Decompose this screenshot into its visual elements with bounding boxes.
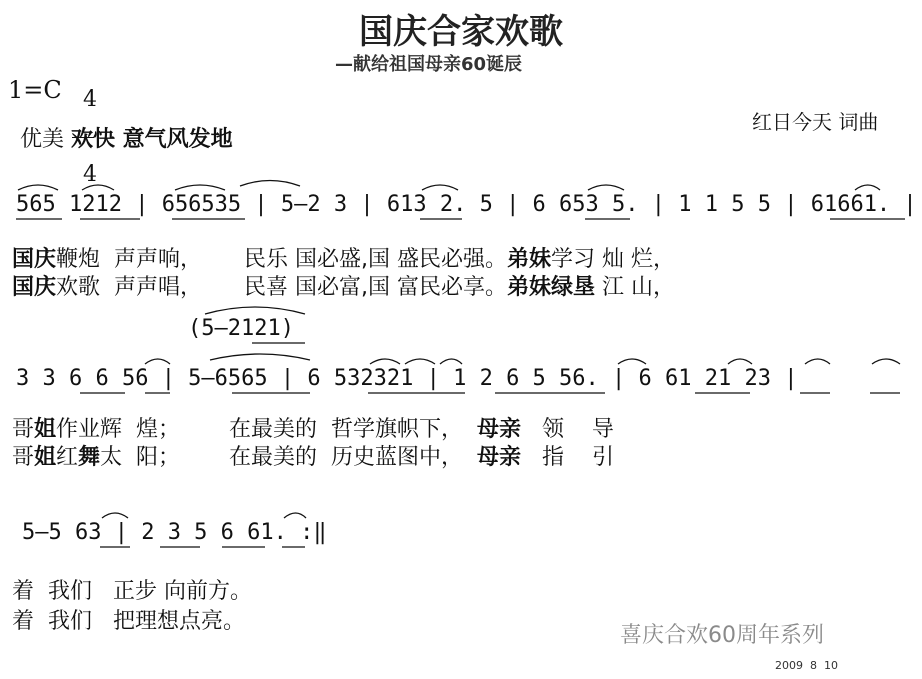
slur-arc xyxy=(210,354,310,360)
lyric-lead: 国庆 xyxy=(12,247,57,272)
lyric-body: 作业辉 煌； 在最美的 哲学旗帜下， xyxy=(56,417,477,442)
slur-arc xyxy=(175,185,225,190)
slur-arc xyxy=(240,181,300,187)
lyric-tail-bold: 弟妹绿垦 xyxy=(506,275,595,300)
lyric-tail-bold: 母亲 xyxy=(476,445,521,470)
slur-arc xyxy=(618,359,646,364)
key-signature: 1=C xyxy=(8,76,62,104)
slur-arc xyxy=(588,185,624,190)
date-stamp: 2009 8 10 xyxy=(775,659,838,672)
notation-row-3: 5—5 63 | 2 3 5 6 61. :‖ xyxy=(22,520,327,545)
lyric-lead-bold: 姐 xyxy=(34,445,57,470)
slur-arc xyxy=(728,359,752,364)
slur-arc xyxy=(440,359,462,364)
song-subtitle: —献给祖国母亲60诞辰 xyxy=(335,54,523,75)
song-title: 国庆合家欢歌 xyxy=(359,12,563,52)
lyric-tail-bold: 弟妹 xyxy=(506,247,551,272)
slur-arc xyxy=(805,359,830,364)
lyric-tail: 江 山， xyxy=(594,275,675,300)
lyric-body-bold: 舞 xyxy=(78,445,101,470)
slur-arc xyxy=(422,185,458,190)
slur-arc xyxy=(82,185,114,190)
lyric-body: 欢歌 声声唱， 民喜 国必富,国 富民必享。 xyxy=(56,275,507,300)
author-credit: 红日今天 词曲 xyxy=(752,110,879,134)
lyric-tail: 学习 灿 烂， xyxy=(550,247,675,272)
lyric-line-5: 着 我们 正步 向前方。 xyxy=(12,579,252,604)
lyric-lead: 国庆 xyxy=(12,275,57,300)
lyric-body: 鞭炮 声声响， 民乐 国必盛,国 盛民必强。 xyxy=(56,247,507,272)
slur-arc xyxy=(855,185,880,190)
tempo-bold: 欢快 意气风发地 xyxy=(71,127,233,152)
lyric-tail: 指 引 xyxy=(521,445,614,470)
slur-arc xyxy=(102,513,128,518)
lyric-lead: 哥 xyxy=(12,445,35,470)
notation-row-1: 565 1212 | 656535 | 5—2 3 | 613 2. 5 | 6 653 5. | 1 1 5 5 | 61661. | xyxy=(16,192,917,217)
lyric-tail: 领 导 xyxy=(520,417,614,442)
slur-arc xyxy=(205,307,305,314)
tempo-plain: 优美 xyxy=(20,127,65,152)
notation-row-2: 3 3 6 6 56 | 5—6565 | 6 532321 | 1 2 6 5 56. | 6 61 21 23 | xyxy=(16,366,798,391)
interlude-notes: (5—2121) xyxy=(188,316,294,341)
lyric-lead-bold: 姐 xyxy=(34,417,57,442)
lyric-lead: 哥 xyxy=(12,417,35,442)
slur-arc xyxy=(872,359,900,364)
lyric-line-6: 着 我们 把理想点亮。 xyxy=(12,609,245,634)
lyric-tail-bold: 母亲 xyxy=(476,417,521,442)
meter-bottom: 4 xyxy=(83,162,97,187)
slur-arc xyxy=(370,359,400,364)
lyric-body-b: 太 阳； 在最美的 历史蓝图中， xyxy=(100,445,477,470)
slur-arc xyxy=(405,359,435,364)
slur-arc xyxy=(284,513,306,518)
lyric-body-a: 红 xyxy=(56,445,79,470)
series-watermark: 喜庆合欢60周年系列 xyxy=(620,623,824,648)
slur-arc xyxy=(18,185,58,190)
slur-arc xyxy=(145,359,170,364)
meter-top: 4 xyxy=(83,87,97,112)
